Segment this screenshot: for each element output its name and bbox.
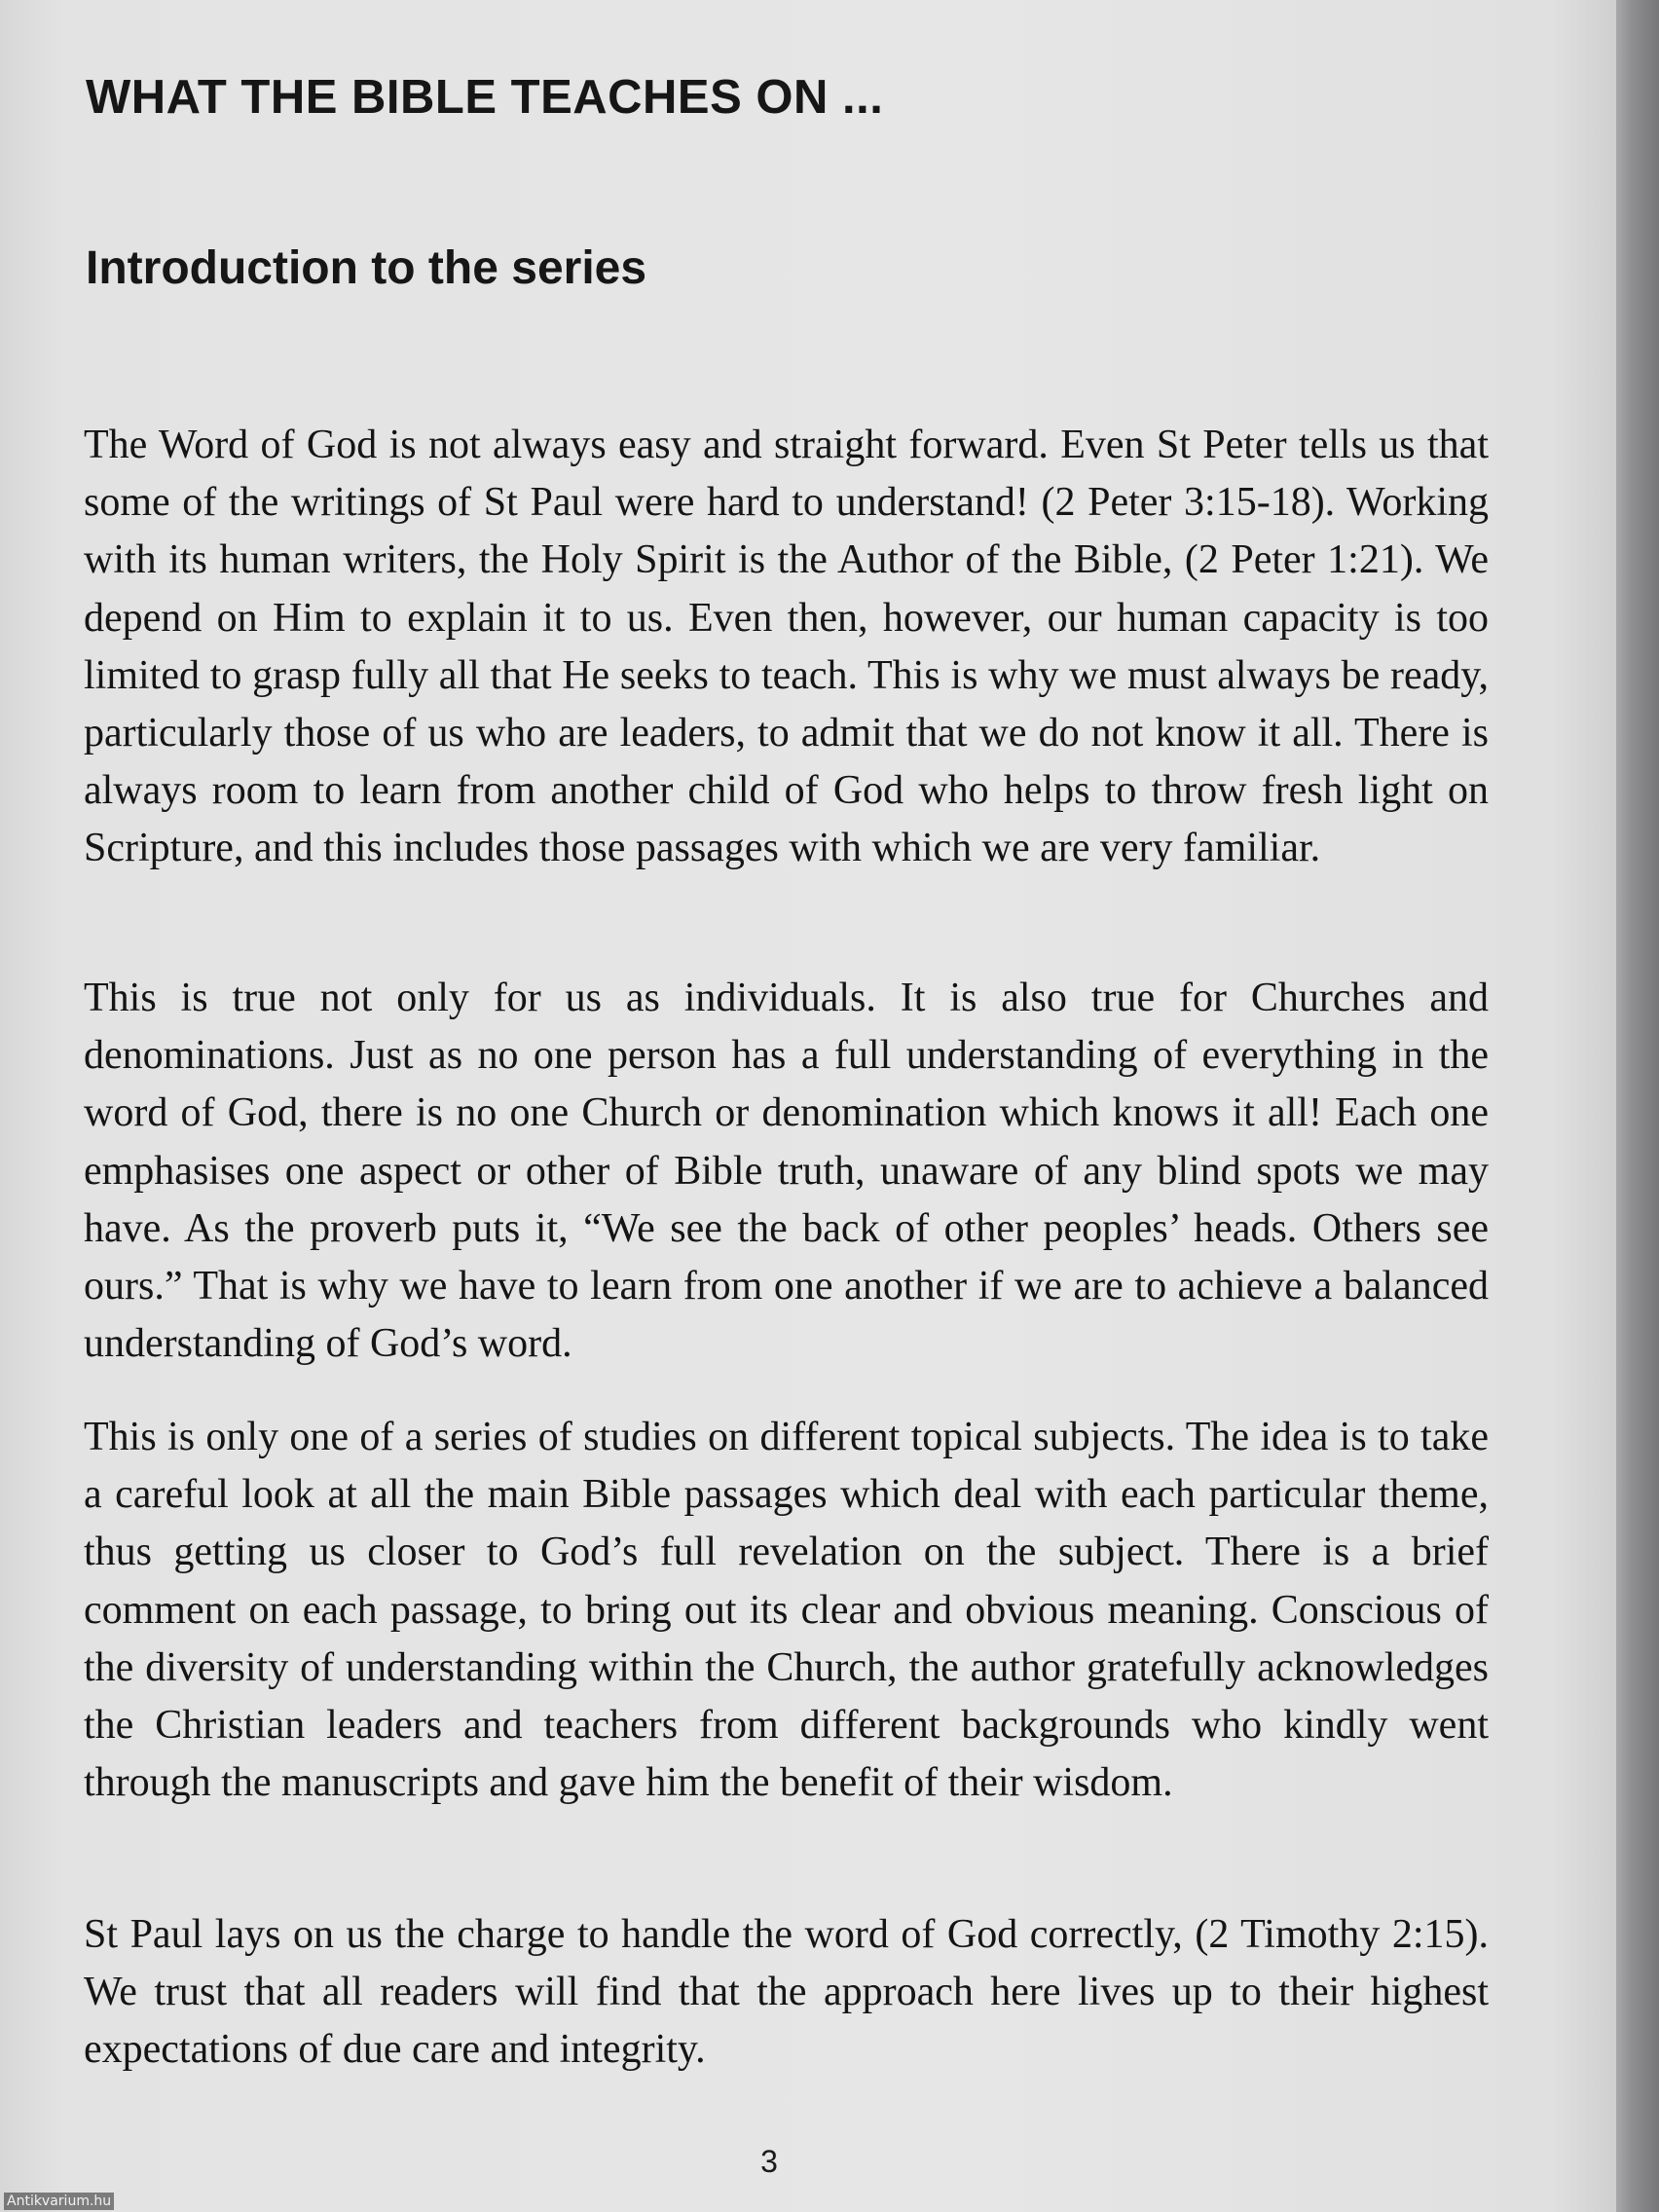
page-number: 3	[760, 2144, 778, 2179]
paragraph-2: This is true not only for us as individuals. It is also true for Churches and denominations. Just as no one person has a full understanding of everything in the word of God, there is no one Church or denomination which knows it all! Each one emphasises one aspect or other of Bible truth, unaware of any blind spots we may have. As the proverb puts it, “We see the back of other peoples’ heads. Others see ours.” That is why we have to learn from one another if we are to achieve a balanced understanding of God’s word.	[84, 976, 1489, 1367]
section-title: Introduction to the series	[86, 242, 647, 294]
paragraph-4: St Paul lays on us the charge to handle the word of God correctly, (2 Timothy 2:15). We trust that all readers will find that the approach here lives up to their highest expectations of due care and integrity.	[84, 1912, 1489, 2073]
paragraph-3: This is only one of a series of studies on different topical subjects. The idea is to take a careful look at all the main Bible passages which deal with each particular theme, thus getting us closer to God’s full revelation on the subject. There is a brief comment on each passage, to bring out its clear and obvious meaning. Conscious of the diversity of understanding within the Church, the author gratefully acknowledges the Christian leaders and teachers from different backgrounds who kindly went through the manuscripts and gave him the benefit of their wisdom.	[84, 1415, 1489, 1806]
series-header: WHAT THE BIBLE TEACHES ON ...	[86, 71, 884, 124]
page-edge-shadow	[1616, 0, 1659, 2212]
paragraph-1: The Word of God is not always easy and straight forward. Even St Peter tells us that some of the writings of St Paul were hard to understand! (2 Peter 3:15-18). Working with its human writers, the Holy Spirit is the Author of the Bible, (2 Peter 1:21). We depend on Him to explain it to us. Even then, however, our human capacity is too limited to grasp fully all that He seeks to teach. This is why we must always be ready, particularly those of us who are leaders, to admit that we do not know it all. There is always room to learn from another child of God who helps to throw fresh light on Scripture, and this includes those passages with which we are very familiar.	[84, 423, 1489, 871]
watermark-label: Antikvarium.hu	[4, 2193, 114, 2210]
